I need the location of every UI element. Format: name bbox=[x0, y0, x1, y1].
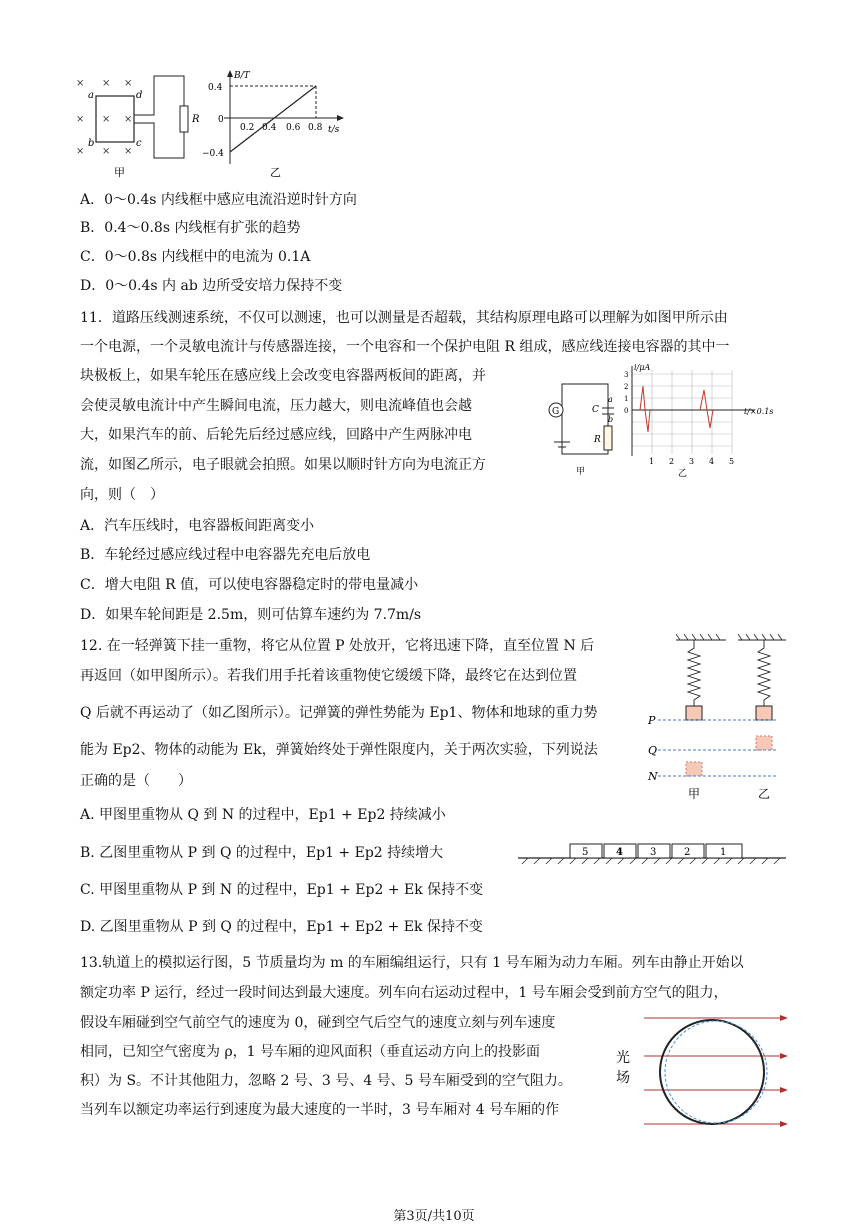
q10-graph-yi bbox=[200, 68, 350, 180]
q12-stem-line: 正确的是（ ） bbox=[80, 773, 192, 789]
q11-option-a: A．汽车压线时，电容器板间距离变小 bbox=[80, 518, 315, 534]
q12-stem-line: Q 后就不再运动了（如乙图所示）。记弹簧的弹性势能为 Ep1、物体和地球的重力势 bbox=[80, 705, 598, 721]
label-a: a bbox=[88, 90, 94, 101]
q12-figure bbox=[646, 632, 786, 802]
x-tick: 1 bbox=[649, 457, 655, 466]
y-tick: 0 bbox=[624, 407, 629, 415]
x-tick: 4 bbox=[709, 457, 715, 466]
svg-text:×: × bbox=[124, 146, 133, 157]
x-tick: 5 bbox=[729, 457, 735, 466]
label-b: b bbox=[608, 415, 614, 424]
q11-stem-line: 块极板上，如果车轮压在感应线上会改变电容器两板间的距离，并 bbox=[80, 368, 486, 384]
caption-jia: 甲 bbox=[576, 467, 586, 477]
label-d: d bbox=[136, 90, 143, 101]
q13-stem-line: 积）为 S。不计其他阻力，忽略 2 号、3 号、4 号、5 号车厢受到的空气阻力。 bbox=[80, 1073, 572, 1089]
q11-option-c: C．增大电阻 R 值，可以使电容器稳定时的带电量减小 bbox=[80, 577, 419, 593]
y-tick: 3 bbox=[624, 371, 629, 379]
x-axis-label: t/×0.1s bbox=[744, 407, 774, 416]
car-3: 3 bbox=[650, 847, 657, 858]
light-label-1: 光 bbox=[616, 1050, 630, 1066]
q12-stem-line: 再返回（如甲图所示）。若我们用手托着该重物使它缓缓下降，最终它在达到位置 bbox=[80, 668, 577, 684]
q11-figure bbox=[544, 362, 794, 480]
q11-stem-line: 向，则（ ） bbox=[80, 487, 164, 503]
label-a: a bbox=[608, 395, 613, 404]
q11-stem-line: 11．道路压线测速系统，不仅可以测速，也可以测量是否超载，其结构原理电路可以理解为如图甲所示由 bbox=[80, 310, 728, 326]
q13-stem-line: 相同，已知空气密度为 ρ，1 号车厢的迎风面积（垂直运动方向上的投影面 bbox=[80, 1044, 541, 1060]
q13-stem-line: 假设车厢碰到空气前空气的速度为 0，碰到空气后空气的速度立刻与列车速度 bbox=[80, 1015, 556, 1031]
svg-text:×: × bbox=[124, 114, 133, 125]
caption-yi: 乙 bbox=[678, 469, 688, 479]
label-C: C bbox=[592, 405, 599, 415]
x-tick: 0.6 bbox=[286, 123, 301, 133]
label-Q: Q bbox=[648, 744, 658, 757]
car-4: 4 bbox=[616, 847, 623, 858]
label-N: N bbox=[648, 770, 658, 783]
caption-jia: 甲 bbox=[688, 787, 701, 801]
q12-stem-line: 12. 在一轻弹簧下挂一重物，将它从位置 P 处放开，它将迅速下降，直至位置 N 后 bbox=[80, 638, 595, 654]
q12-option-c: C. 甲图里重物从 P 到 N 的过程中，Ep1 + Ep2 + Ek 保持不变 bbox=[80, 882, 484, 898]
q10-option-b: B．0.4～0.8s 内线框有扩张的趋势 bbox=[80, 220, 301, 236]
svg-text:×: × bbox=[124, 78, 133, 89]
svg-text:×: × bbox=[102, 146, 111, 157]
caption-yi: 乙 bbox=[270, 166, 281, 179]
train-figure bbox=[518, 840, 788, 866]
q11-stem-line: 大，如果汽车的前、后轮先后经过感应线，回路中产生两脉冲电 bbox=[80, 427, 472, 443]
galvanometer-label: G bbox=[552, 407, 560, 417]
q10-option-c: C．0～0.8s 内线框中的电流为 0.1A bbox=[80, 249, 311, 265]
y-axis-label: B/T bbox=[234, 71, 250, 81]
q11-stem-line: 会使灵敏电流计中产生瞬间电流，压力越大，则电流峰值也会越 bbox=[80, 398, 472, 414]
q12-option-b: B. 乙图里重物从 P 到 Q 的过程中，Ep1 + Ep2 持续增大 bbox=[80, 845, 444, 861]
x-tick: 0.4 bbox=[262, 123, 277, 133]
data-line bbox=[230, 86, 316, 152]
caption-yi: 乙 bbox=[758, 787, 771, 801]
q13-stem-line: 13.轨道上的模拟运行图，5 节质量均为 m 的车厢编组运行，只有 1 号车厢为动力车厢。列车由静止开始以 bbox=[80, 955, 744, 971]
label-b: b bbox=[88, 138, 95, 149]
label-P: P bbox=[648, 714, 656, 727]
label-c: c bbox=[136, 138, 142, 149]
label-R: R bbox=[594, 435, 601, 445]
q11-stem-line: 一个电源，一个灵敏电流计与传感器连接，一个电容和一个保护电阻 R 组成，感应线连接电容器的其中一 bbox=[80, 339, 730, 355]
x-tick: 3 bbox=[689, 457, 695, 466]
q11-stem-line: 流，如图乙所示，电子眼就会拍照。如果以顺时针方向为电流正方 bbox=[80, 457, 486, 473]
x-tick: 2 bbox=[669, 457, 675, 466]
q13-stem-line: 额定功率 P 运行，经过一段时间达到最大速度。列车向右运动过程中，1 号车厢会受到前方空气的阻力， bbox=[80, 985, 728, 1001]
q10-option-a: A．0～0.4s 内线框中感应电流沿逆时针方向 bbox=[80, 192, 357, 208]
q12-stem-line: 能为 Ep2、物体的动能为 Ek，弹簧始终处于弹性限度内，关于两次实验，下列说法 bbox=[80, 742, 598, 758]
caption-jia: 甲 bbox=[114, 166, 125, 179]
q12-option-d: D. 乙图里重物从 P 到 Q 的过程中，Ep1 + Ep2 + Ek 保持不变 bbox=[80, 919, 483, 935]
svg-text:×: × bbox=[102, 114, 111, 125]
light-field-figure bbox=[612, 1010, 792, 1136]
x-axis-label: t/s bbox=[328, 125, 340, 135]
svg-text:×: × bbox=[102, 78, 111, 89]
y-axis-label: i/μA bbox=[634, 363, 651, 372]
car-1: 1 bbox=[720, 847, 727, 858]
svg-text:×: × bbox=[76, 146, 85, 157]
y-tick: −0.4 bbox=[202, 149, 224, 159]
q10-option-d: D．0～0.4s 内 ab 边所受安培力保持不变 bbox=[80, 278, 343, 294]
q12-option-a: A. 甲图里重物从 Q 到 N 的过程中，Ep1 + Ep2 持续减小 bbox=[80, 807, 446, 823]
q11-option-d: D．如果车轮间距是 2.5m，则可估算车速约为 7.7m/s bbox=[80, 607, 422, 623]
y-tick: 0 bbox=[218, 115, 224, 125]
label-R: R bbox=[192, 114, 200, 125]
svg-text:×: × bbox=[76, 114, 85, 125]
page-footer: 第3页/共10页 bbox=[393, 1209, 475, 1224]
y-tick: 0.4 bbox=[208, 83, 223, 93]
q11-option-b: B．车轮经过感应线过程中电容器先充电后放电 bbox=[80, 547, 371, 563]
y-tick: 2 bbox=[624, 383, 629, 391]
car-2: 2 bbox=[684, 847, 691, 858]
q10-figure-jia bbox=[72, 70, 202, 180]
pulse-1 bbox=[640, 386, 650, 432]
x-tick: 0.8 bbox=[308, 123, 323, 133]
car-5: 5 bbox=[582, 847, 589, 858]
x-tick: 0.2 bbox=[240, 123, 255, 133]
light-label-2: 场 bbox=[616, 1070, 630, 1086]
svg-text:×: × bbox=[76, 78, 85, 89]
q13-stem-line: 当列车以额定功率运行到速度为最大速度的一半时，3 号车厢对 4 号车厢的作 bbox=[80, 1102, 560, 1118]
y-tick: 1 bbox=[624, 395, 629, 403]
